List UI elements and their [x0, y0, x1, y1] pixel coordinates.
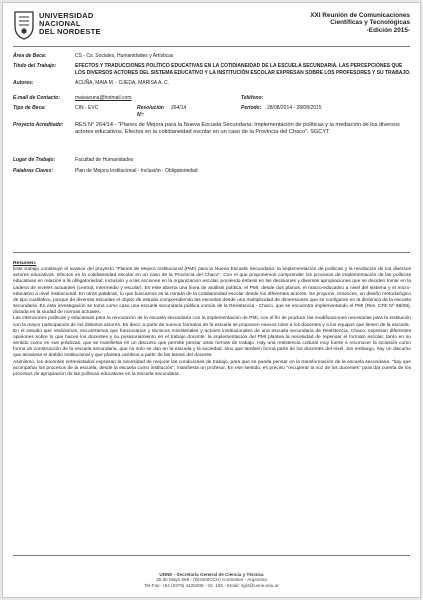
footer-line: UNNE - Secretaría General de Ciencia y Técnica	[159, 571, 264, 577]
project-value: RES N° 264/14 - "Planes de Mejora para la Nueva Escuela Secundaria: Implementación de políticas y la mediación de los diversos actores educativos. Efectos en la cotidianeidad escolar en un caso de la Provincia del Chaco". SGCYT	[75, 122, 400, 135]
university-crest-icon	[13, 10, 35, 40]
university-name-line: DEL NORDESTE	[39, 27, 101, 37]
event-title-line: XXI Reunión de Comunicaciones	[310, 12, 410, 19]
title-value: EFECTOS Y TRADUCCIONES POLÍTICO EDUCATIVAS EN LA COTIDIANEIDAD DE LA ESCUELA SECUNDARIA. LAS PERCEPCIONES QUE LOS DIVERSOS ACTORES DEL SISTEMA EDUCATIVO Y LA INSTITUCIÓN ESCOLAR EXPRESAN SOBRE LOS PROFESORES Y SU TRABAJO.	[75, 63, 411, 76]
title-label: Título del Trabajo:	[13, 63, 57, 70]
event-title	[310, 12, 410, 34]
footer-line: 25 de Mayo 868 - (W3400CCH) Corrientes - Argentina	[156, 577, 267, 583]
area-label: Área de Beca:	[13, 53, 47, 59]
university-name-line: NACIONAL	[39, 19, 81, 29]
email-value[interactable]: maiaacuna@hotmail.com	[75, 95, 132, 102]
project-label: Proyecto Acreditado:	[13, 122, 64, 129]
resolution-value: 264/14	[171, 105, 187, 112]
workplace-value: Facultad de Humanidades	[75, 157, 134, 164]
authors-row	[13, 80, 411, 86]
keywords-label: Palabras Claves:	[13, 168, 54, 175]
abstract-section	[13, 261, 411, 378]
university-name-line: UNIVERSIDAD	[39, 11, 94, 20]
authors-value: ACUÑA, MAIA M. - OJEDA, MARISA A. C.	[75, 79, 170, 86]
abstract-paragraph: Las intenciones políticas y educativas para la renovación de la escuela secundaria con la implementación de PMI, con el fin de producir las modificaciones necesarias para la institución con la mayor participación de los distintos actores. Es decir, a partir de nuevos formatos de la escuela se proponen nuevos roles a los docentes y a los equipos que tienen de la escuela.	[13, 316, 411, 328]
authors-label: Autores:	[13, 79, 34, 86]
page-header	[3, 3, 420, 49]
abstract-paragraph: En el estudio que realizamos, encontramos que funcionarios y técnicos ministeriales y actores institucionales de una escuela secundaria de Resistencia, Chaco, expresan diferentes opiniones sobre lo que hacen los docentes y su posicionamiento en el trabajo docente: la implementación del PMI plantea la necesidad de repensar el formato escolar, tanto en su sentido como en sus prácticas, que se manifiesta en un discurso que permite pensar otras formas de trabajo. Hay una resistencia cultural muy fuerte a reconocer la inclusión como forma de construcción de la escuela secundaria, que no solo se dan en la escuela y la sociedad, sino que también forma parte de los docentes del nivel. Sin embargo, hay un discurso que atraviesa el ámbito institucional y que plantea cambios a partir de las tareas del docente.	[13, 328, 411, 359]
contact-row	[13, 95, 411, 101]
area-value: CS - Cs. Sociales, Humanidades y Artísticas	[75, 53, 174, 59]
resolution-label: Resolución Nº:	[137, 105, 164, 118]
workplace-row	[13, 157, 411, 163]
period-label: Período:	[241, 105, 262, 112]
metadata-block	[13, 51, 411, 175]
metadata-divider	[13, 252, 410, 253]
workplace-label: Lugar de Trabajo:	[13, 157, 56, 164]
email-label: E-mail de Contacto:	[13, 95, 60, 102]
page-footer	[3, 572, 420, 589]
keywords-row	[13, 168, 411, 174]
abstract-paragraph: Este trabajo constituye el avance del proyecto "Planes de Mejora institucional (PMI) para la Nueva Escuela Secundaria: la implementación de políticas y la mediación de los diversos actores educativos. Efectos en la cotidianeidad escolar en un caso de la Provincia del Chaco". Con el que proponemos comprender los procesos de implementación de las políticas educativas en relación a la obligatoriedad, inclusión y a las acciones en la organización escolar, poniendo énfasis en las decisiones y diversas apropiaciones que se deciden tomar en la cadena de niveles actuantes (central, intermedio y escolar). Es este abierta una línea de análisis política, el PMI, desde dos planos: el macro-educativo a nivel del sistema y el micro-educativo a nivel institucional. En otras palabras, lo que buscamos es la mirada de la cotidianeidad escolar desde los diferentes actores. Se propone, entonces, un diseño metodológico de tipo cualitativo, parque de diversas escuelas el objeto de estudio comprendiendo las escuelas desde una multiplicidad de dimensiones que se configuran en la dinámica de la escuela secundaria. En esta investigación se toma como caso una escuela secundaria pública común de la Resistencia - Chaco, que se encuentra implementando el PMI (Res. CFE Nº 88/09), dictada en la ciudad de normas actuales.	[13, 267, 411, 316]
abstract-paragraph: Asimismo, los docentes entrevistados expresan la necesidad de mejorar las condiciones de trabajo, para que se pueda pensar en la transformación de la escuela secundaria. "hay que acompañar los procesos de la escuela, desde la escuela como institución", manifiesta un profesor. En ese sentido, es preciso "recuperar la voz de los docentes" para dar cuenta de los procesos de apropiación de las políticas educativas en la escuela secundaria.	[13, 359, 411, 377]
university-name	[39, 12, 101, 37]
phone-label: Teléfono:	[241, 95, 264, 102]
footer-divider	[13, 555, 410, 556]
phone-value	[281, 95, 411, 101]
type-value: CIN - EVC	[75, 105, 99, 112]
email-link[interactable]	[75, 95, 241, 101]
document-page	[2, 2, 421, 598]
event-edition: -Edición 2015-	[366, 26, 410, 34]
abstract-heading: Resumen:	[13, 261, 37, 266]
event-title-line: Científicas y Tecnológicas	[330, 19, 410, 27]
type-label: Tipo de Beca:	[13, 105, 46, 112]
keywords-value: Plan de Mejora Institucional - Inclusión - Obligatoriedad	[75, 168, 198, 175]
area-row	[13, 53, 411, 59]
footer-line: Tel-Fax: +54 (0379) 4425006 - Int. 106 - Email: sgct@unne.edu.ar	[144, 583, 279, 589]
period-value: 28/08/2014 - 28/08/2015	[267, 105, 322, 112]
scholarship-row	[13, 105, 411, 118]
project-row	[13, 122, 411, 135]
header-divider	[13, 46, 410, 47]
title-row	[13, 63, 411, 76]
